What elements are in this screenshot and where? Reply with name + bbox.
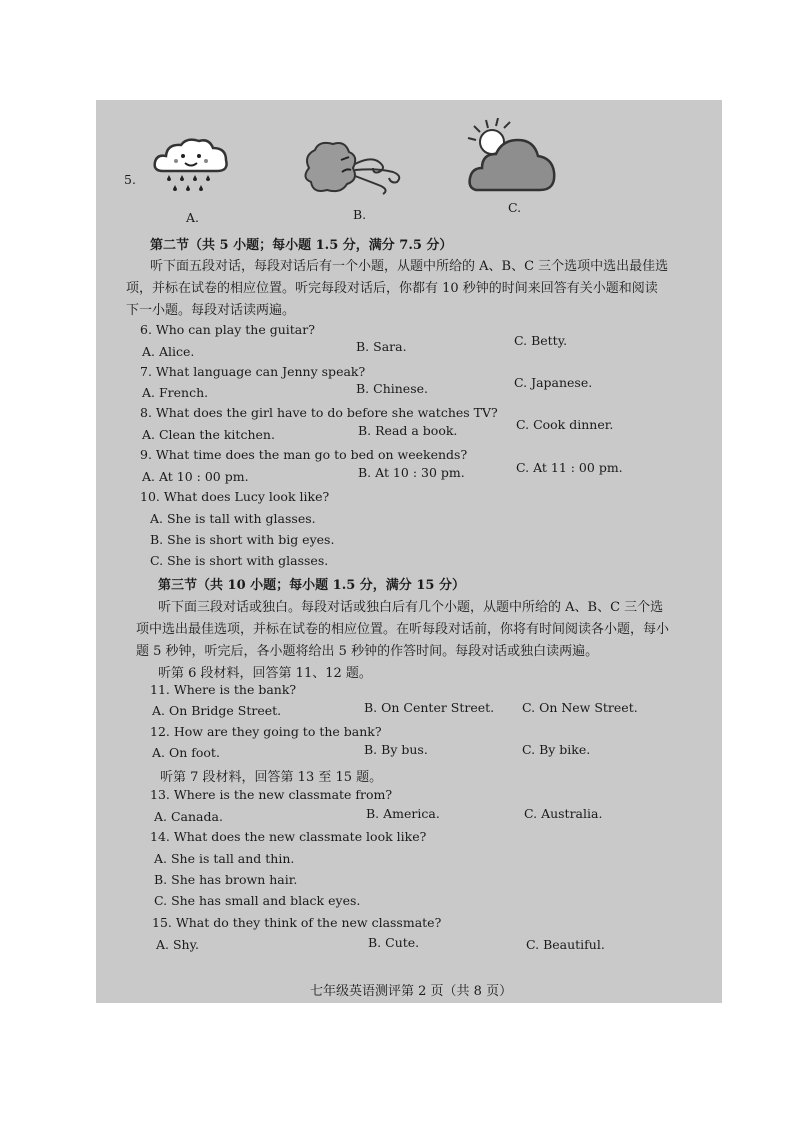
question-8: 8. What does the girl have to do before she watches TV?	[140, 405, 498, 420]
material-7-note: 听第 7 段材料，回答第 13 至 15 题。	[160, 770, 383, 785]
section-3-instruction-line-2: 项中选出最佳选项，并标在试卷的相应位置。在听每段对话前，你将有时间阅读各小题，每小	[136, 622, 670, 637]
section-2-instruction-line-3: 下一小题。每段对话读两遍。	[126, 303, 296, 318]
option-9a: A. At 10 : 00 pm.	[142, 469, 249, 484]
option-10c: C. She is short with glasses.	[150, 553, 329, 568]
option-15a: A. Shy.	[156, 937, 199, 952]
option-5c-label: C.	[508, 200, 522, 215]
option-6b: B. Sara.	[356, 339, 407, 354]
option-13c: C. Australia.	[524, 806, 603, 821]
option-7b: B. Chinese.	[356, 381, 428, 396]
question-9: 9. What time does the man go to bed on weekends?	[140, 447, 468, 462]
section-2-instruction-line-2: 项，并标在试卷的相应位置。听完每段对话后，你都有 10 秒钟的时间来回答有关小题和阅读	[126, 281, 658, 296]
option-10a: A. She is tall with glasses.	[150, 511, 316, 526]
option-14b: B. She has brown hair.	[154, 872, 298, 887]
option-12a: A. On foot.	[152, 745, 220, 760]
exam-page	[96, 100, 722, 1003]
question-7: 7. What language can Jenny speak?	[140, 364, 366, 379]
option-15b: B. Cute.	[368, 935, 420, 950]
option-6a: A. Alice.	[142, 344, 195, 359]
option-14a: A. She is tall and thin.	[154, 851, 295, 866]
question-11: 11. Where is the bank?	[150, 682, 297, 697]
option-10b: B. She is short with big eyes.	[150, 532, 335, 547]
option-15c: C. Beautiful.	[526, 937, 605, 952]
question-12: 12. How are they going to the bank?	[150, 724, 382, 739]
option-11a: A. On Bridge Street.	[152, 703, 282, 718]
section-3-title: 第三节（共 10 小题；每小题 1.5 分，满分 15 分）	[158, 578, 465, 593]
option-8c: C. Cook dinner.	[516, 417, 614, 432]
option-13a: A. Canada.	[154, 809, 223, 824]
rain-cloud-icon	[151, 135, 233, 197]
option-12b: B. By bus.	[364, 742, 428, 757]
question-10: 10. What does Lucy look like?	[140, 489, 330, 504]
material-6-note: 听第 6 段材料，回答第 11、12 题。	[158, 666, 372, 681]
option-8a: A. Clean the kitchen.	[142, 427, 275, 442]
option-13b: B. America.	[366, 806, 440, 821]
option-8b: B. Read a book.	[358, 423, 458, 438]
option-11b: B. On Center Street.	[364, 700, 495, 715]
option-7c: C. Japanese.	[514, 375, 593, 390]
option-6c: C. Betty.	[514, 333, 568, 348]
section-3-instruction-line-1: 听下面三段对话或独白。每段对话或独白后有几个小题，从题中所给的 A、B、C 三个选	[158, 600, 664, 615]
section-3-instruction-line-3: 题 5 秒钟，听完后，各小题将给出 5 秒钟的作答时间。每段对话或独白读两遍。	[136, 644, 599, 659]
question-14: 14. What does the new classmate look like?	[150, 829, 427, 844]
question-5-number: 5.	[124, 172, 136, 187]
option-5a-label: A.	[186, 210, 200, 225]
option-5b-label: B.	[353, 207, 367, 222]
sun-cloud-icon	[466, 118, 558, 194]
option-7a: A. French.	[142, 385, 209, 400]
question-15: 15. What do they think of the new classmate?	[152, 915, 442, 930]
option-9b: B. At 10 : 30 pm.	[358, 465, 465, 480]
section-2-instruction-line-1: 听下面五段对话，每段对话后有一个小题，从题中所给的 A、B、C 三个选项中选出最佳选	[150, 259, 669, 274]
wind-icon	[301, 138, 411, 196]
question-6: 6. Who can play the guitar?	[140, 322, 315, 337]
section-2-title: 第二节（共 5 小题；每小题 1.5 分，满分 7.5 分）	[150, 238, 453, 253]
option-11c: C. On New Street.	[522, 700, 638, 715]
option-14c: C. She has small and black eyes.	[154, 893, 361, 908]
page-footer: 七年级英语测评第 2 页（共 8 页）	[310, 984, 513, 999]
option-9c: C. At 11 : 00 pm.	[516, 460, 623, 475]
question-13: 13. Where is the new classmate from?	[150, 787, 393, 802]
option-12c: C. By bike.	[522, 742, 591, 757]
